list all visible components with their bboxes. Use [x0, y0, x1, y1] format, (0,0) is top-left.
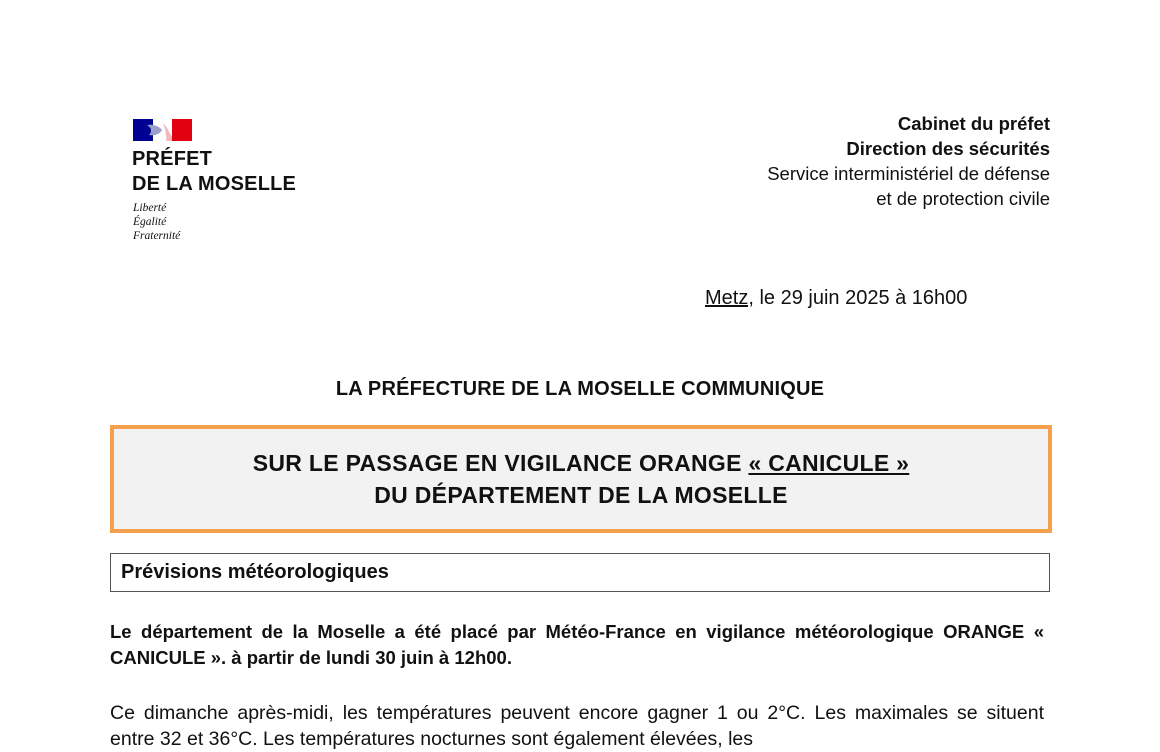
office-service-line1: Service interministériel de défense — [767, 163, 1050, 184]
office-direction: Direction des sécurités — [846, 138, 1050, 159]
date-city: Metz, — [705, 287, 754, 309]
body-paragraph: Ce dimanche après-midi, les températures peuvent encore gagner 1 ou 2°C. Les maximales se situent entre 32 et 36°C. Les températures nocturnes sont également élevées, les — [110, 702, 1044, 750]
date-line — [705, 285, 967, 311]
marianne-flag-icon — [133, 119, 192, 141]
banner-line-1-text: SUR LE PASSAGE EN VIGILANCE ORANGE — [252, 450, 749, 476]
office-service-line2: et de protection civile — [876, 188, 1050, 209]
section-title: Prévisions météorologiques — [110, 553, 1050, 592]
banner-line-2: DU DÉPARTEMENT DE LA MOSELLE — [374, 482, 788, 508]
motto — [133, 201, 180, 243]
logo-title — [132, 147, 296, 197]
lead-paragraph: Le département de la Moselle a été placé par Météo-France en vigilance météorologique ORANGE « CANICULE ». à partir de lundi 30 juin à 12h00. — [110, 621, 1044, 668]
date-text: le 29 juin 2025 à 16h00 — [753, 287, 968, 309]
banner-canicule: « CANICULE » — [748, 450, 910, 476]
motto-liberte: Liberté — [133, 202, 167, 214]
office-cabinet: Cabinet du préfet — [897, 113, 1050, 134]
vigilance-banner — [110, 425, 1052, 533]
motto-egalite: Égalité — [133, 216, 167, 228]
motto-fraternite: Fraternité — [133, 230, 181, 242]
logo-line-2: DE LA MOSELLE — [132, 173, 297, 195]
banner-line-1 — [253, 447, 910, 479]
issuing-office — [767, 111, 1050, 211]
logo-line-1: PRÉFET — [132, 148, 213, 170]
communique-heading: LA PRÉFECTURE DE LA MOSELLE COMMUNIQUE — [335, 378, 825, 400]
